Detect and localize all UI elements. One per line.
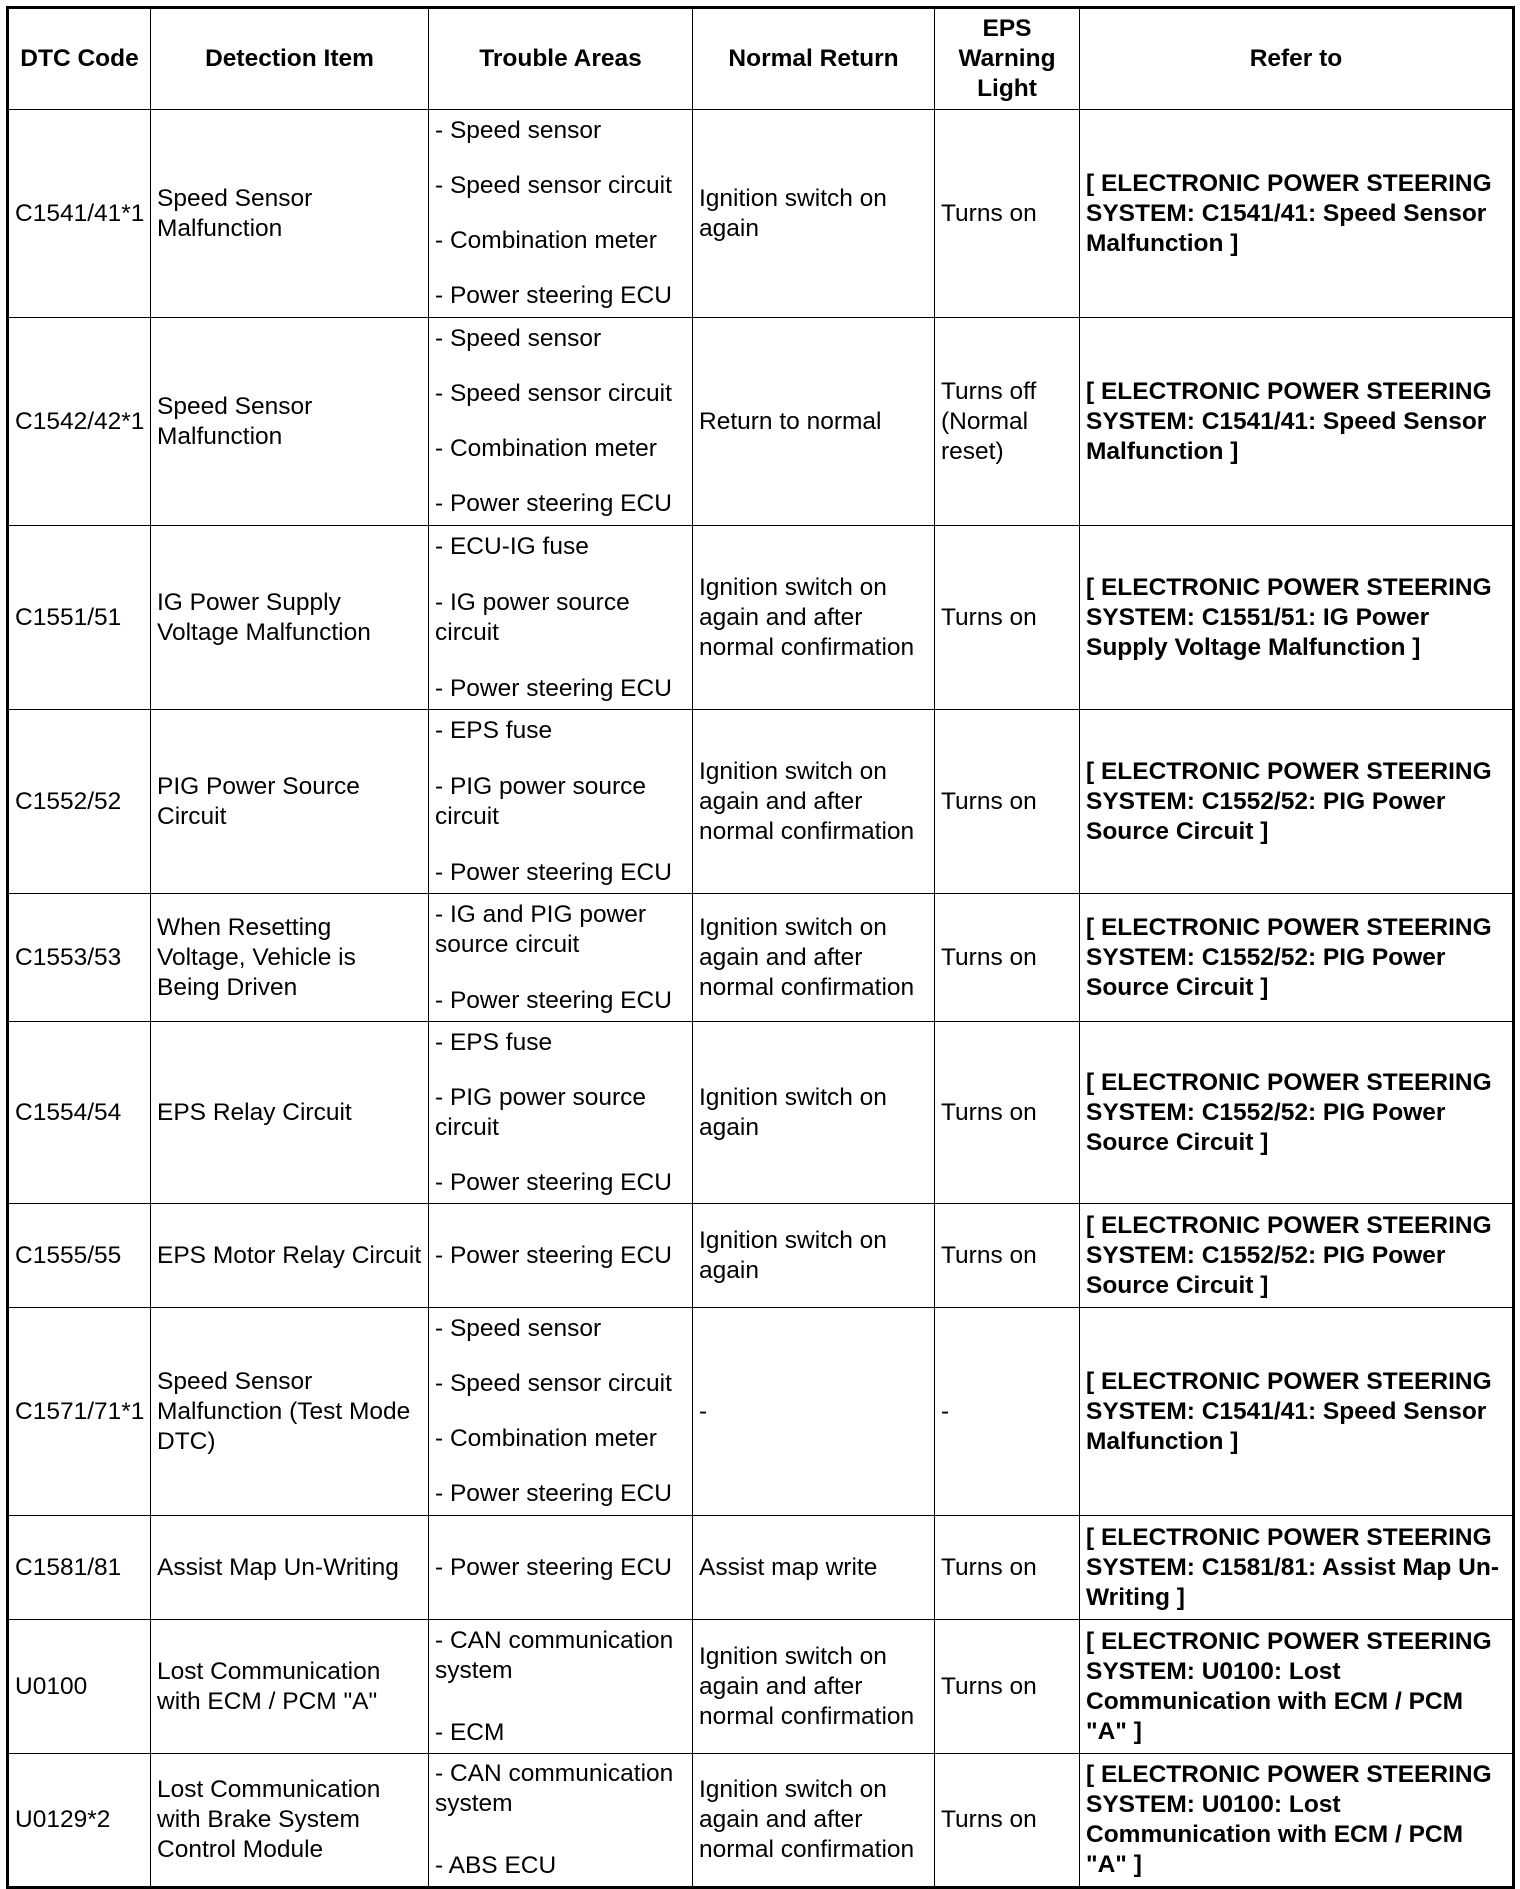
refer-to-cell: [ ELECTRONIC POWER STEERING SYSTEM: U0100: Lost Communication with ECM / PCM "A" ]	[1080, 1754, 1514, 1888]
detection-item-cell: When Resetting Voltage, Vehicle is Being Driven	[151, 894, 429, 1022]
trouble-areas-cell	[429, 1022, 693, 1204]
eps-warning-light-cell: Turns on	[935, 1022, 1080, 1204]
normal-return-cell: Ignition switch on again and after normal confirmation	[693, 1620, 935, 1754]
trouble-areas-cell	[429, 526, 693, 710]
normal-return-cell: Ignition switch on again	[693, 110, 935, 318]
table-row	[8, 318, 1514, 526]
normal-return-cell: Return to normal	[693, 318, 935, 526]
detection-item-cell: Speed Sensor Malfunction	[151, 318, 429, 526]
trouble-areas-list	[435, 1759, 686, 1881]
table-row	[8, 710, 1514, 894]
table-row	[8, 1620, 1514, 1754]
table-row	[8, 526, 1514, 710]
refer-to-cell: [ ELECTRONIC POWER STEERING SYSTEM: C1541/41: Speed Sensor Malfunction ]	[1080, 110, 1514, 318]
dtc-code-cell: U0100	[8, 1620, 151, 1754]
normal-return-cell: Ignition switch on again and after normal confirmation	[693, 894, 935, 1022]
refer-to-cell: [ ELECTRONIC POWER STEERING SYSTEM: U0100: Lost Communication with ECM / PCM "A" ]	[1080, 1620, 1514, 1754]
table-row	[8, 1204, 1514, 1308]
trouble-areas-cell	[429, 1308, 693, 1516]
trouble-area-item: - Power steering ECU	[435, 490, 672, 518]
trouble-area-item: - Power steering ECU	[435, 1168, 672, 1196]
dtc-code-cell: C1542/42*1	[8, 318, 151, 526]
trouble-areas-cell	[429, 1516, 693, 1620]
refer-to-cell: [ ELECTRONIC POWER STEERING SYSTEM: C1552/52: PIG Power Source Circuit ]	[1080, 894, 1514, 1022]
trouble-area-item: - ECM	[435, 1718, 505, 1746]
trouble-area-item: - Power steering ECU	[435, 1553, 672, 1581]
dtc-code-cell: C1541/41*1	[8, 110, 151, 318]
normal-return-cell: -	[693, 1308, 935, 1516]
trouble-areas-cell	[429, 1204, 693, 1308]
header-row	[8, 8, 1514, 110]
trouble-area-item: - Speed sensor circuit	[435, 379, 672, 407]
dtc-code-cell: C1553/53	[8, 894, 151, 1022]
detection-item-cell: Speed Sensor Malfunction (Test Mode DTC)	[151, 1308, 429, 1516]
header-refer-to: Refer to	[1080, 8, 1514, 110]
trouble-areas-cell	[429, 1620, 693, 1754]
dtc-code-cell: C1554/54	[8, 1022, 151, 1204]
eps-warning-light-cell: Turns on	[935, 710, 1080, 894]
dtc-code-cell: C1571/71*1	[8, 1308, 151, 1516]
header-trouble-areas: Trouble Areas	[429, 8, 693, 110]
header-dtc-code: DTC Code	[8, 8, 151, 110]
detection-item-cell: Lost Communication with ECM / PCM "A"	[151, 1620, 429, 1754]
detection-item-cell: Assist Map Un-Writing	[151, 1516, 429, 1620]
eps-warning-light-cell: Turns on	[935, 894, 1080, 1022]
refer-to-cell: [ ELECTRONIC POWER STEERING SYSTEM: C1552/52: PIG Power Source Circuit ]	[1080, 710, 1514, 894]
trouble-areas-list	[435, 716, 686, 888]
trouble-area-item: - ABS ECU	[435, 1852, 557, 1879]
eps-warning-light-cell: Turns on	[935, 1754, 1080, 1888]
trouble-areas-list	[435, 1314, 686, 1510]
trouble-area-item: - EPS fuse	[435, 716, 553, 744]
refer-to-cell: [ ELECTRONIC POWER STEERING SYSTEM: C1552/52: PIG Power Source Circuit ]	[1080, 1022, 1514, 1204]
table-row	[8, 1754, 1514, 1888]
trouble-area-item: - IG power source circuit	[435, 588, 630, 646]
dtc-code-cell: U0129*2	[8, 1754, 151, 1888]
normal-return-cell: Ignition switch on again	[693, 1022, 935, 1204]
eps-warning-light-cell: Turns on	[935, 1204, 1080, 1308]
detection-item-cell: Speed Sensor Malfunction	[151, 110, 429, 318]
trouble-area-item: - PIG power source circuit	[435, 1083, 647, 1141]
table-row	[8, 1516, 1514, 1620]
table-row	[8, 894, 1514, 1022]
trouble-areas-cell	[429, 1754, 693, 1888]
trouble-area-item: - Power steering ECU	[435, 674, 672, 702]
trouble-areas-list	[435, 1210, 686, 1302]
trouble-area-item: - Power steering ECU	[435, 1480, 672, 1508]
detection-item-cell: IG Power Supply Voltage Malfunction	[151, 526, 429, 710]
trouble-area-item: - Power steering ECU	[435, 986, 672, 1014]
trouble-areas-list	[435, 1028, 686, 1198]
refer-to-cell: [ ELECTRONIC POWER STEERING SYSTEM: C1541/41: Speed Sensor Malfunction ]	[1080, 318, 1514, 526]
trouble-area-item: - Speed sensor circuit	[435, 171, 672, 199]
trouble-areas-list	[435, 324, 686, 520]
normal-return-cell: Ignition switch on again	[693, 1204, 935, 1308]
trouble-area-item: - Combination meter	[435, 435, 657, 463]
eps-warning-light-cell: Turns on	[935, 110, 1080, 318]
trouble-area-item: - Combination meter	[435, 227, 657, 255]
trouble-area-item: - Combination meter	[435, 1425, 657, 1453]
trouble-area-item: - Speed sensor	[435, 116, 602, 144]
trouble-area-item: - CAN communication system	[435, 1760, 674, 1817]
trouble-area-item: - Speed sensor	[435, 324, 602, 352]
trouble-area-item: - Power steering ECU	[435, 858, 672, 886]
header-detection-item: Detection Item	[151, 8, 429, 110]
dtc-code-cell: C1551/51	[8, 526, 151, 710]
normal-return-cell: Assist map write	[693, 1516, 935, 1620]
trouble-area-item: - Power steering ECU	[435, 282, 672, 310]
eps-warning-light-cell: Turns off (Normal reset)	[935, 318, 1080, 526]
trouble-area-item: - CAN communication system	[435, 1626, 674, 1684]
trouble-areas-list	[435, 900, 686, 1016]
trouble-areas-cell	[429, 894, 693, 1022]
refer-to-cell: [ ELECTRONIC POWER STEERING SYSTEM: C1551/51: IG Power Supply Voltage Malfunction ]	[1080, 526, 1514, 710]
trouble-areas-list	[435, 532, 686, 704]
eps-warning-light-cell: Turns on	[935, 1516, 1080, 1620]
table-row	[8, 110, 1514, 318]
trouble-area-item: - IG and PIG power source circuit	[435, 900, 647, 958]
trouble-area-item: - Speed sensor circuit	[435, 1369, 672, 1397]
detection-item-cell: Lost Communication with Brake System Control Module	[151, 1754, 429, 1888]
trouble-area-item: - PIG power source circuit	[435, 772, 647, 830]
dtc-code-cell: C1555/55	[8, 1204, 151, 1308]
refer-to-cell: [ ELECTRONIC POWER STEERING SYSTEM: C1581/81: Assist Map Un-Writing ]	[1080, 1516, 1514, 1620]
refer-to-cell: [ ELECTRONIC POWER STEERING SYSTEM: C1552/52: PIG Power Source Circuit ]	[1080, 1204, 1514, 1308]
trouble-areas-cell	[429, 110, 693, 318]
trouble-areas-list	[435, 1522, 686, 1614]
trouble-area-item: - Speed sensor	[435, 1314, 602, 1342]
trouble-area-item: - Power steering ECU	[435, 1241, 672, 1269]
header-eps-warning-light: EPS Warning Light	[935, 8, 1080, 110]
trouble-areas-cell	[429, 318, 693, 526]
dtc-code-cell: C1581/81	[8, 1516, 151, 1620]
normal-return-cell: Ignition switch on again and after normal confirmation	[693, 1754, 935, 1888]
table-body	[8, 110, 1514, 1888]
refer-to-cell: [ ELECTRONIC POWER STEERING SYSTEM: C1541/41: Speed Sensor Malfunction ]	[1080, 1308, 1514, 1516]
dtc-code-cell: C1552/52	[8, 710, 151, 894]
detection-item-cell: EPS Motor Relay Circuit	[151, 1204, 429, 1308]
header-normal-return: Normal Return	[693, 8, 935, 110]
trouble-areas-list	[435, 1626, 686, 1748]
eps-warning-light-cell: Turns on	[935, 526, 1080, 710]
eps-warning-light-cell: Turns on	[935, 1620, 1080, 1754]
trouble-areas-cell	[429, 710, 693, 894]
trouble-area-item: - EPS fuse	[435, 1028, 553, 1056]
trouble-areas-list	[435, 116, 686, 312]
eps-warning-light-cell: -	[935, 1308, 1080, 1516]
normal-return-cell: Ignition switch on again and after normal confirmation	[693, 526, 935, 710]
trouble-area-item: - ECU-IG fuse	[435, 532, 589, 560]
table-row	[8, 1308, 1514, 1516]
dtc-table	[6, 6, 1515, 1889]
detection-item-cell: EPS Relay Circuit	[151, 1022, 429, 1204]
table-row	[8, 1022, 1514, 1204]
normal-return-cell: Ignition switch on again and after normal confirmation	[693, 710, 935, 894]
detection-item-cell: PIG Power Source Circuit	[151, 710, 429, 894]
